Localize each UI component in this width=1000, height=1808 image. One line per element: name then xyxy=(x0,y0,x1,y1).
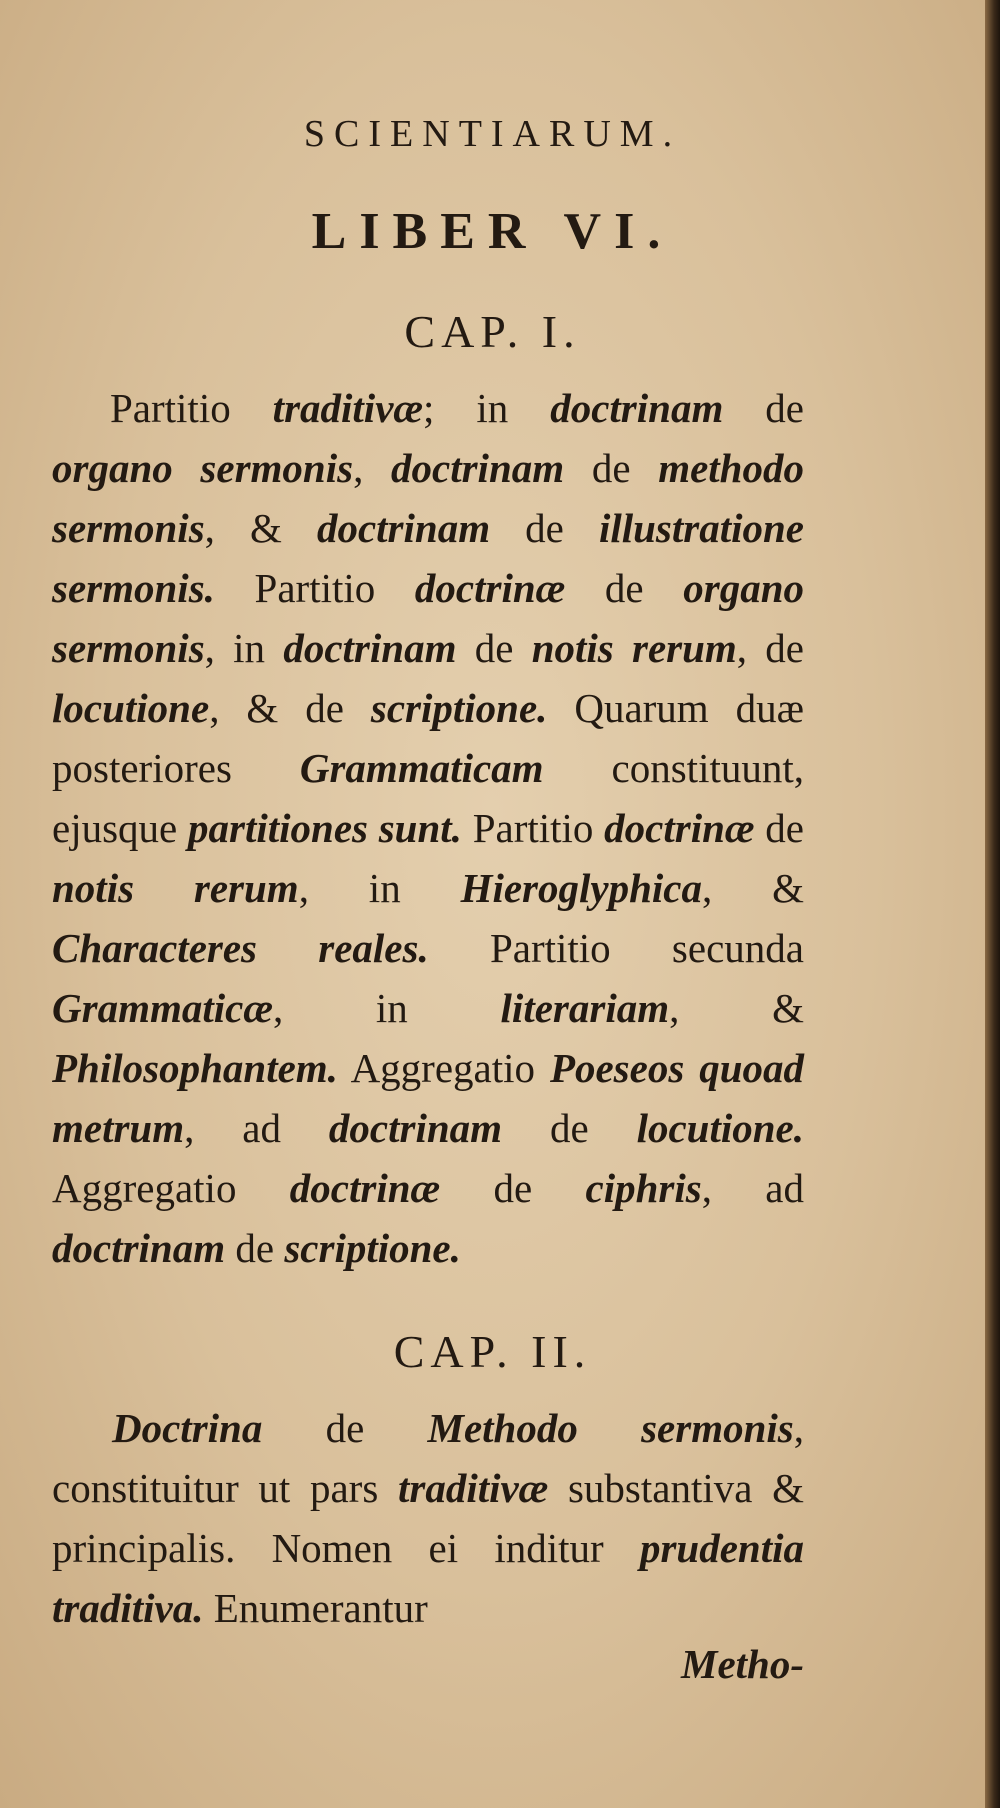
italic-run: notis rerum xyxy=(52,865,299,911)
italic-run: doctrinam xyxy=(316,505,491,551)
italic-run: traditivæ xyxy=(397,1465,549,1511)
italic-run: Poeseos quoad metrum xyxy=(52,1045,805,1151)
text-run: ; in xyxy=(423,385,551,431)
text-run: de xyxy=(565,565,684,611)
text-run: , & xyxy=(701,865,804,911)
italic-run: Philosophantem. xyxy=(52,1045,338,1091)
italic-run: Hieroglyphica xyxy=(460,865,702,911)
italic-run: methodo sermonis xyxy=(52,445,804,551)
running-header: SCIENTIARUM. xyxy=(303,113,682,155)
italic-run: traditivæ xyxy=(272,385,423,431)
text-run: Partitio xyxy=(110,385,273,431)
chapter-heading-1: CAP. I. xyxy=(404,306,581,357)
text-run: de xyxy=(440,1165,586,1211)
text-run: de xyxy=(564,445,659,491)
italic-run: Methodo sermonis xyxy=(427,1405,794,1451)
italic-run: doctrinæ xyxy=(414,565,566,611)
text-run: Aggregatio xyxy=(52,1165,290,1211)
italic-run: notis rerum xyxy=(531,625,737,671)
italic-run: organo sermonis xyxy=(52,445,354,491)
italic-run: Grammaticæ xyxy=(52,985,273,1031)
italic-run: doctrinæ xyxy=(604,805,755,851)
italic-run: locutione. xyxy=(636,1105,804,1151)
chapter-heading-2: CAP. II. xyxy=(393,1326,592,1377)
catchword: Metho- xyxy=(681,1641,804,1687)
text-run: substantiva & principalis. Nomen ei inditur xyxy=(52,1465,804,1571)
text-run: , in xyxy=(272,985,501,1031)
italic-run: doctrinam xyxy=(283,625,457,671)
italic-run: locutione xyxy=(52,685,210,731)
text-run: , de xyxy=(736,625,805,671)
italic-run: prudentia traditiva. xyxy=(52,1525,804,1631)
text-run: de xyxy=(723,385,804,431)
text-run: de xyxy=(456,625,532,671)
book-title: LIBER VI. xyxy=(311,203,674,260)
italic-run: organo sermonis xyxy=(52,565,805,671)
italic-run: Characteres reales. xyxy=(52,925,429,971)
text-run: Quarum duæ posteriores xyxy=(52,685,804,791)
text-run: de xyxy=(754,805,804,851)
italic-run: doctrinam xyxy=(391,445,565,491)
italic-run: partitiones sunt. xyxy=(188,805,462,851)
text-run: Partitio xyxy=(461,805,605,851)
italic-run: scriptione. xyxy=(284,1225,461,1271)
text-run: constituunt, ejusque xyxy=(52,745,804,851)
chapter-2-text xyxy=(52,1398,804,1638)
italic-run: doctrinam xyxy=(550,385,724,431)
text-run: , & de xyxy=(209,685,371,731)
italic-run: ciphris xyxy=(585,1165,702,1211)
text-run: , & xyxy=(204,505,317,551)
italic-run: scriptione. xyxy=(370,685,548,731)
text-run: , & xyxy=(669,985,804,1031)
text-run: de xyxy=(502,1105,637,1151)
italic-run: doctrinam xyxy=(328,1105,503,1151)
text-run: , ad xyxy=(184,1105,329,1151)
text-run: de xyxy=(225,1225,285,1271)
italic-run: doctrinam xyxy=(52,1225,226,1271)
text-run: de xyxy=(262,1405,428,1451)
italic-run: doctrinæ xyxy=(289,1165,441,1211)
text-run: de xyxy=(490,505,599,551)
text-run: , xyxy=(353,445,392,491)
italic-run: literariam xyxy=(500,985,670,1031)
text-run: Partitio secunda xyxy=(428,925,804,971)
text-run: , in xyxy=(298,865,461,911)
text-run: , ad xyxy=(701,1165,804,1211)
text-run: Enumerantur xyxy=(203,1585,428,1631)
text-run: , in xyxy=(204,625,284,671)
italic-run: Doctrina xyxy=(112,1405,263,1451)
text-run: Aggregatio xyxy=(337,1045,550,1091)
page-edge-shadow xyxy=(985,0,1000,1808)
text-run: , constituitur ut pars xyxy=(52,1405,804,1511)
italic-run: illustratione sermonis. xyxy=(52,505,804,611)
italic-run: Grammaticam xyxy=(299,745,544,791)
text-run: Partitio xyxy=(214,565,415,611)
chapter-1-text xyxy=(52,378,804,1278)
